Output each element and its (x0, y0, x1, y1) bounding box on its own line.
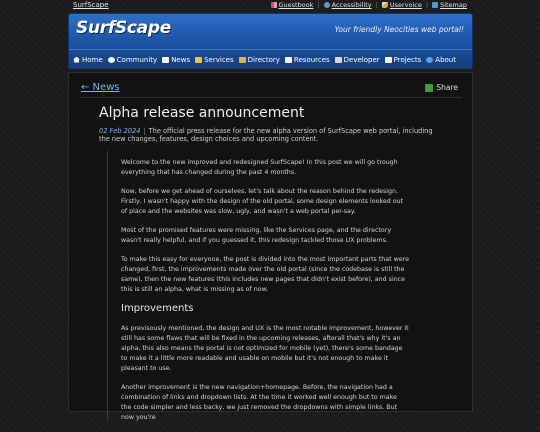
divider (79, 97, 462, 98)
globe-icon (324, 2, 330, 8)
nav-directory[interactable]: Directory (239, 56, 280, 64)
accessibility-link[interactable]: Accessibility (324, 1, 372, 9)
guestbook-link[interactable]: Guestbook (271, 1, 314, 9)
article-title: Alpha release announcement (99, 105, 305, 121)
site-home-link[interactable]: SurfScape (73, 1, 109, 9)
developer-icon (335, 57, 342, 63)
sitemap-link[interactable]: Sitemap (432, 1, 467, 9)
services-icon (195, 57, 202, 63)
paragraph: Most of the promised features were missing, like the Services page, and the directory wasn't really helpful, and if you guessed it, this redesign tackled those UX problems. (121, 227, 392, 244)
share-icon (425, 84, 433, 92)
site-header (68, 13, 473, 69)
share-button[interactable]: Share (425, 83, 458, 92)
article-card (68, 72, 473, 421)
resources-icon (285, 57, 292, 63)
brand-logo[interactable]: SurfScape (76, 18, 171, 38)
article-body (121, 158, 409, 432)
nav-news[interactable]: News (162, 56, 190, 64)
main-nav (69, 49, 472, 69)
news-icon (162, 57, 169, 63)
separator: | (425, 1, 429, 9)
section-heading: Improvements (121, 303, 194, 314)
meta-separator: | (143, 127, 146, 135)
paragraph: To make this easy for everyone, the post is divided into the most important parts that were changed, first, the improvements made over the old portal (since the codebase is still the same), then the new features (this includes new pages that didn't exist before), and since this is still an alpha, what is missing as of now. (121, 256, 409, 293)
community-icon (108, 57, 115, 63)
article-meta (99, 127, 439, 143)
nav-developer[interactable]: Developer (335, 56, 380, 64)
tagline: Your friendly Neocities web portal! (334, 25, 464, 34)
sitemap-icon (432, 2, 438, 8)
separator: | (317, 1, 320, 9)
top-links (271, 1, 468, 9)
back-to-news-link[interactable]: ← News (81, 82, 120, 93)
paragraph: As previsously mentioned, the design and UX is the most notable improvement, however it still has some flaws that will be fixed in the upcoming releases, afterall that's why it's an alpha, this also means the portal is not optimized for mobile (yet), there's some bandage to make it a little more readable and usable on mobile but it's not enough to make it pleasant to use. (121, 325, 409, 372)
nav-projects[interactable]: Projects (385, 56, 422, 64)
nav-services[interactable]: Services (195, 56, 234, 64)
article-rule (107, 151, 108, 421)
about-icon (426, 57, 433, 63)
top-bar (0, 0, 540, 12)
pencil-icon (382, 2, 388, 8)
paragraph: Now, before we get ahead of ourselves, let's talk about the reason behind the redesign. Firstly, I wasn't happy with the design of the old portal, some design elements looked out of place and the websites was slow, ugly, and wasn't a web portal per-say. (121, 188, 404, 215)
guestbook-icon (271, 2, 277, 8)
paragraph: Another improvement is the new navigation+homepage. Before, the navigation had a combination of links and dropdown lists. At the time it worked well enough but to make the code simpler and less backy, we just removed the dropdowns with simple links. But now you're (121, 384, 398, 421)
paragraph: Welcome to the new improved and redesigned SurfScape! In this post we will go trough everything that has changed during the past 4 months. (121, 159, 398, 176)
nav-resources[interactable]: Resources (285, 56, 330, 64)
nav-community[interactable]: Community (108, 56, 158, 64)
uservoice-link[interactable]: Uservoice (382, 1, 422, 9)
nav-home[interactable]: Home (73, 56, 103, 64)
directory-icon (239, 57, 246, 63)
nav-about[interactable]: About (426, 56, 456, 64)
article-summary: The official press release for the new alpha version of SurfScape web portal, including the new changes, features, design choices and upcoming content. (99, 127, 433, 143)
home-icon (73, 57, 80, 63)
article-date: 02 Feb 2024 (99, 127, 141, 135)
separator: | (375, 1, 378, 9)
projects-icon (385, 57, 392, 63)
